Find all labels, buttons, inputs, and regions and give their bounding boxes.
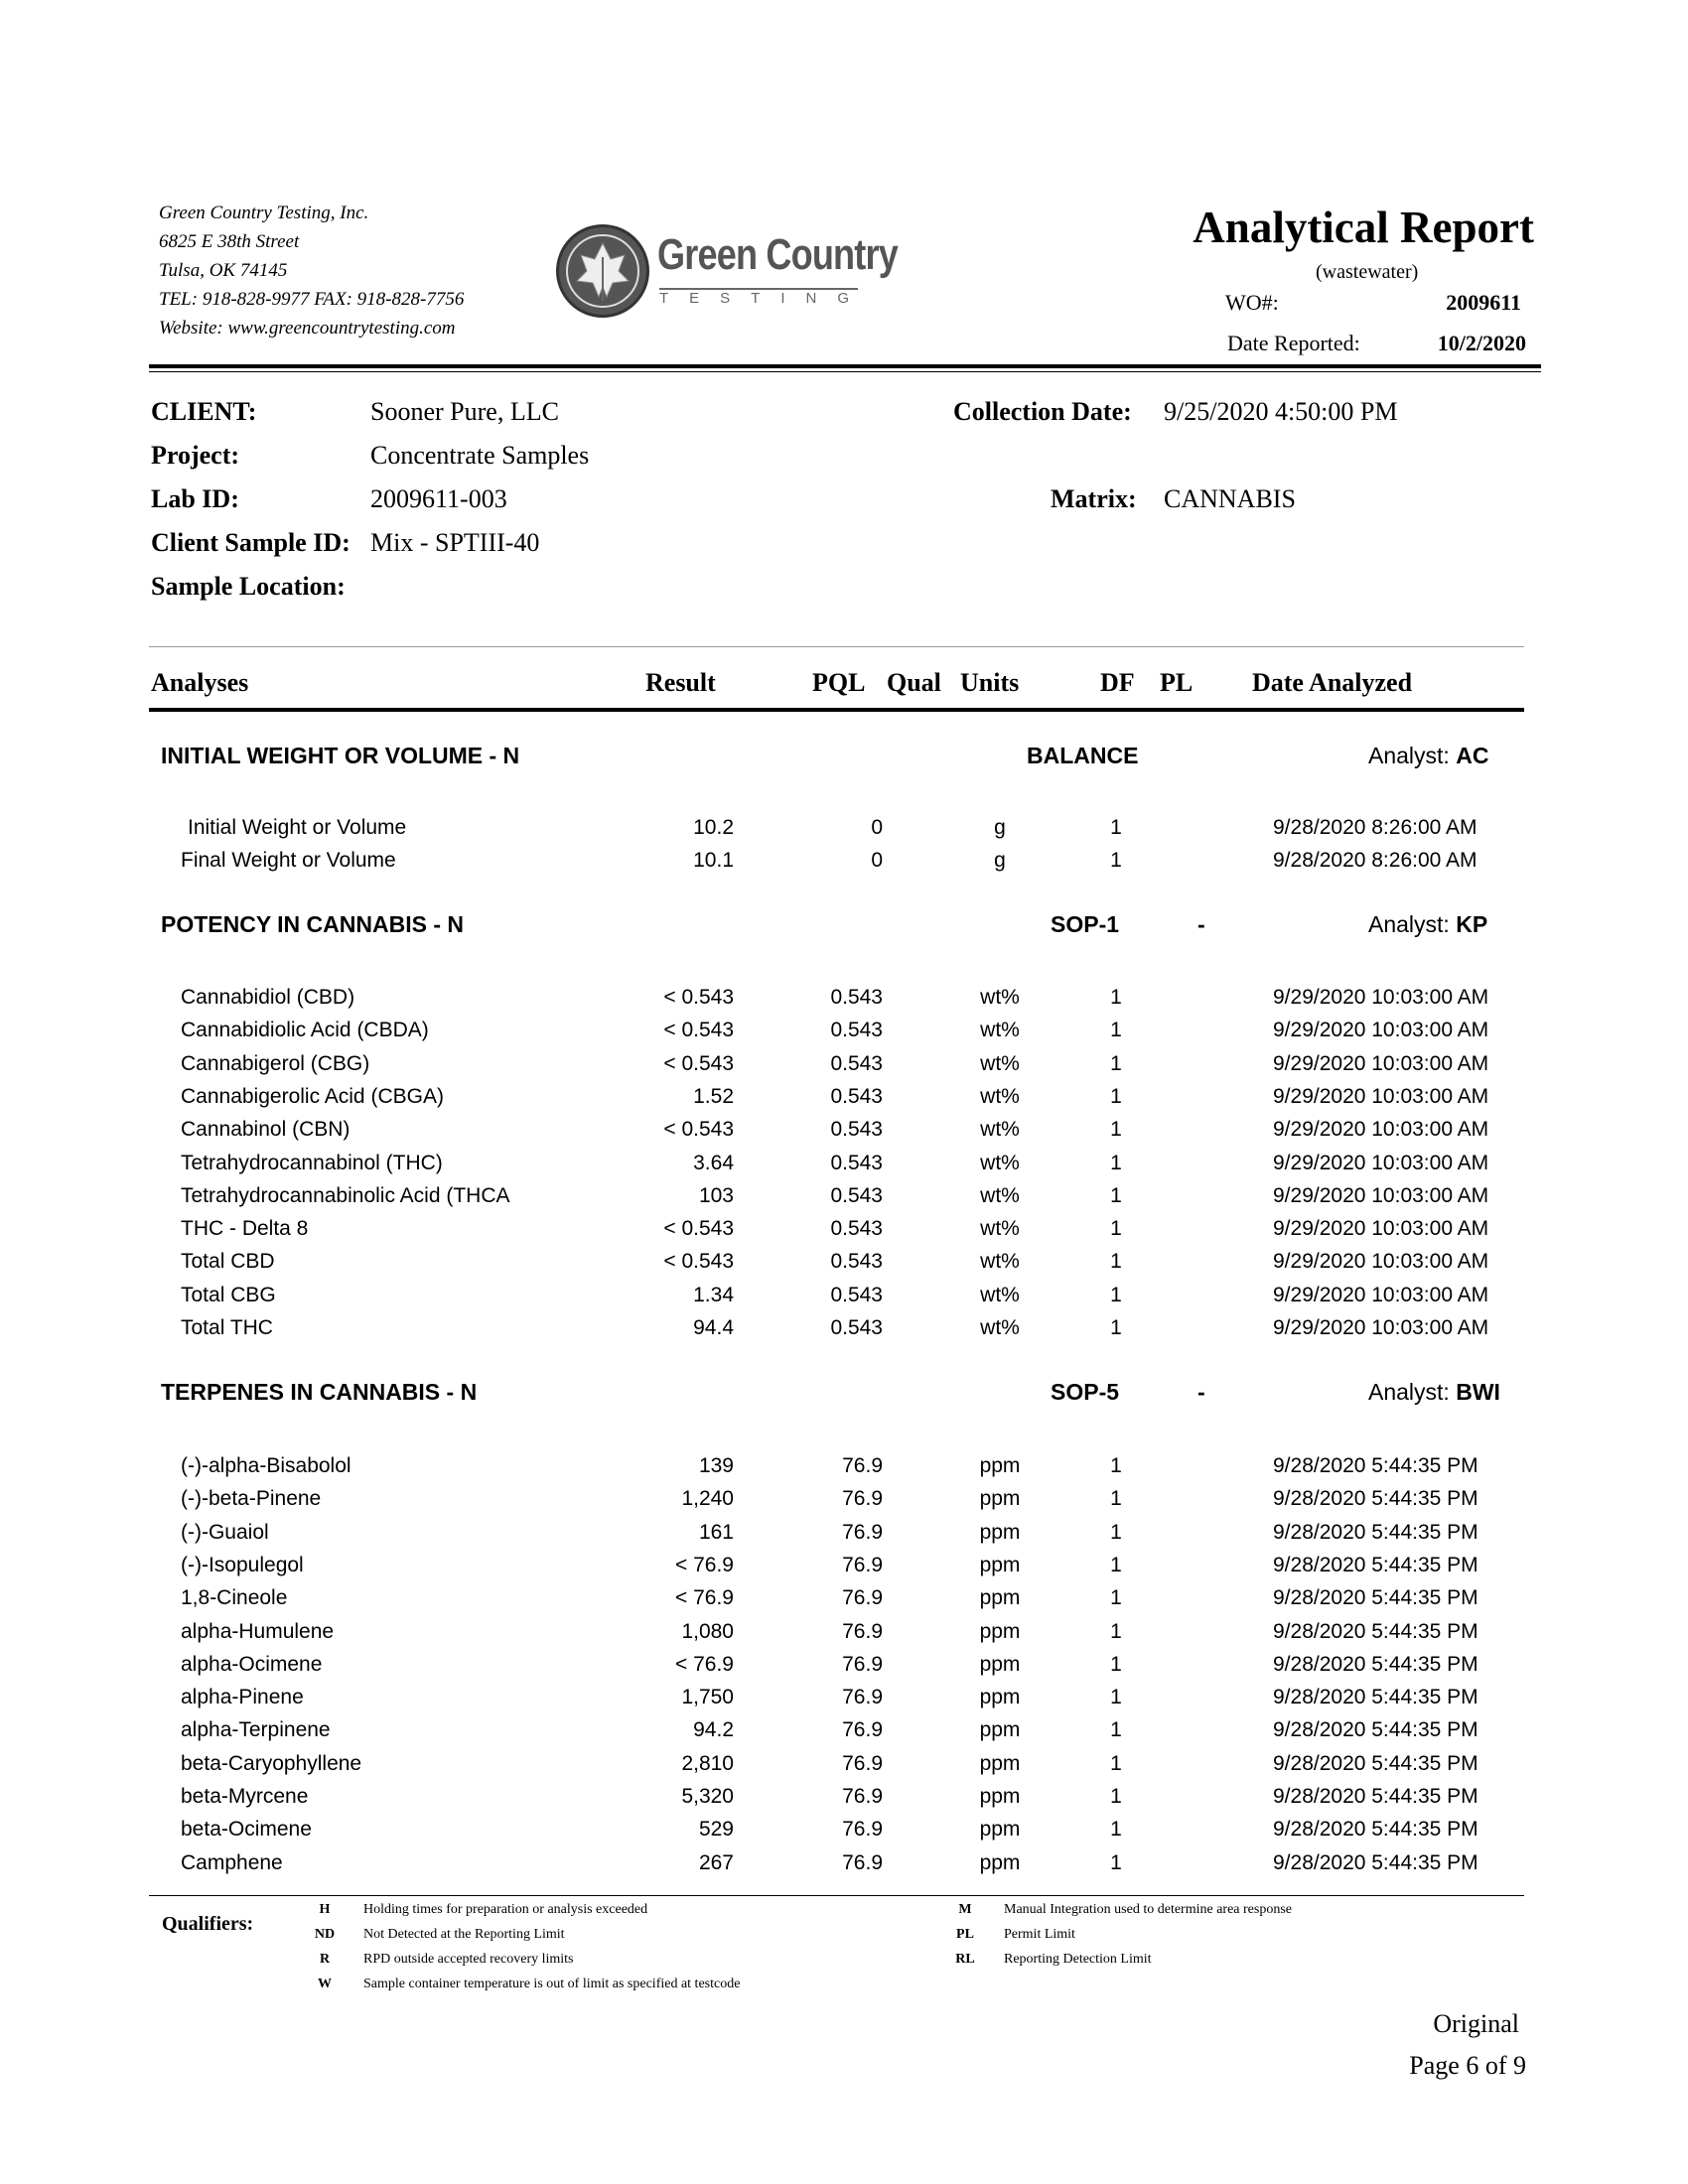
table-row (0, 1718, 1688, 1751)
df-value: 1 (1110, 1850, 1122, 1874)
result-value: < 0.543 (663, 986, 734, 1009)
result-value: 1,240 (681, 1487, 734, 1511)
col-pql: PQL (812, 668, 866, 697)
date-analyzed-value: 9/29/2020 10:03:00 AM (1273, 1217, 1489, 1241)
units-value: ppm (979, 1553, 1021, 1576)
date-analyzed-value: 9/28/2020 5:44:35 PM (1273, 1686, 1478, 1709)
col-units: Units (960, 668, 1020, 697)
units-value: ppm (979, 1586, 1021, 1610)
units-value: wt% (980, 1151, 1020, 1174)
table-row (0, 1686, 1688, 1718)
lab-id-label: Lab ID: (151, 484, 239, 513)
units-value: ppm (979, 1818, 1021, 1842)
analyte-name: beta-Caryophyllene (181, 1751, 362, 1775)
analyte-name: THC - Delta 8 (181, 1217, 309, 1241)
units-value: wt% (980, 1217, 1020, 1241)
date-analyzed-value: 9/28/2020 5:44:35 PM (1273, 1718, 1478, 1742)
units-value: wt% (980, 1118, 1020, 1142)
units-value: ppm (979, 1454, 1021, 1477)
analyte-name: Cannabidiol (CBD) (181, 986, 355, 1009)
qualifier-code: ND (314, 1927, 336, 1942)
lab-street: 6825 E 38th Street (159, 231, 300, 252)
wo-number: 2009611 (1446, 290, 1521, 315)
section-method-initial-weight: BALANCE (1027, 743, 1139, 768)
df-value: 1 (1110, 1283, 1122, 1306)
table-header-divider (149, 708, 1524, 712)
section-analyst-terpenes: Analyst: BWI (1368, 1379, 1500, 1405)
result-value: < 76.9 (675, 1586, 734, 1610)
date-analyzed-value: 9/28/2020 5:44:35 PM (1273, 1553, 1478, 1576)
units-value: wt% (980, 1316, 1020, 1339)
section-title-terpenes: TERPENES IN CANNABIS - N (161, 1379, 478, 1405)
units-value: ppm (979, 1686, 1021, 1709)
df-value: 1 (1110, 1652, 1122, 1676)
result-value: < 76.9 (675, 1652, 734, 1676)
wo-label: WO#: (1225, 290, 1279, 315)
table-row (0, 1152, 1688, 1184)
result-value: < 0.543 (663, 1118, 734, 1142)
analyte-name: Tetrahydrocannabinolic Acid (THCA (181, 1183, 510, 1207)
pql-value: 0.543 (830, 1250, 883, 1274)
header-divider (149, 364, 1541, 368)
pql-value: 0.543 (830, 1118, 883, 1142)
report-subtitle: (wastewater) (1316, 261, 1419, 283)
units-value: wt% (980, 1019, 1020, 1042)
analyte-name: Tetrahydrocannabinol (THC) (181, 1151, 443, 1174)
lab-website: Website: www.greencountrytesting.com (159, 318, 456, 339)
qualifier-text: Holding times for preparation or analysis exceeded (363, 1902, 648, 1917)
pql-value: 76.9 (842, 1487, 883, 1511)
pql-value: 0.543 (830, 1283, 883, 1306)
date-reported-label: Date Reported: (1227, 331, 1360, 355)
pql-value: 76.9 (842, 1520, 883, 1544)
result-value: < 76.9 (675, 1553, 734, 1576)
table-row (0, 1454, 1688, 1487)
result-value: 267 (698, 1850, 734, 1874)
table-row (0, 1052, 1688, 1085)
units-value: ppm (979, 1619, 1021, 1643)
logo-wordmark: Green Country (657, 230, 898, 279)
df-value: 1 (1110, 1217, 1122, 1241)
units-value: wt% (980, 1084, 1020, 1108)
client-sample-id-label: Client Sample ID: (151, 528, 351, 557)
lab-phone: TEL: 918-828-9977 FAX: 918-828-7756 (159, 289, 465, 310)
section-dash-terpenes: - (1197, 1379, 1205, 1405)
df-value: 1 (1110, 986, 1122, 1009)
units-value: ppm (979, 1785, 1021, 1808)
qualifier-text: Not Detected at the Reporting Limit (363, 1927, 565, 1942)
df-value: 1 (1110, 1619, 1122, 1643)
matrix-value: CANNABIS (1164, 484, 1296, 513)
analyte-name: alpha-Pinene (181, 1686, 304, 1709)
date-analyzed-value: 9/28/2020 5:44:35 PM (1273, 1785, 1478, 1808)
df-value: 1 (1110, 1553, 1122, 1576)
qualifier-code: PL (956, 1927, 974, 1942)
lab-id-value: 2009611-003 (370, 484, 507, 513)
qualifier-code: RL (955, 1952, 975, 1967)
pql-value: 76.9 (842, 1850, 883, 1874)
table-row (0, 1818, 1688, 1850)
df-value: 1 (1110, 1250, 1122, 1274)
date-analyzed-value: 9/28/2020 5:44:35 PM (1273, 1751, 1478, 1775)
date-analyzed-value: 9/28/2020 5:44:35 PM (1273, 1487, 1478, 1511)
col-pl: PL (1160, 668, 1194, 697)
section-dash-potency: - (1197, 911, 1205, 937)
table-row (0, 1586, 1688, 1619)
analyte-name: Cannabigerol (CBG) (181, 1051, 370, 1075)
date-analyzed-value: 9/28/2020 5:44:35 PM (1273, 1619, 1478, 1643)
section-method-potency: SOP-1 (1051, 911, 1120, 937)
table-row (0, 1118, 1688, 1151)
qualifiers-divider (149, 1895, 1524, 1896)
pql-value: 76.9 (842, 1818, 883, 1842)
date-analyzed-value: 9/28/2020 5:44:35 PM (1273, 1850, 1478, 1874)
section-title-initial-weight: INITIAL WEIGHT OR VOLUME - N (161, 743, 520, 768)
analyte-name: Total THC (181, 1316, 273, 1339)
table-row (0, 1851, 1688, 1884)
date-analyzed-value: 9/29/2020 10:03:00 AM (1273, 1118, 1489, 1142)
report-title: Analytical Report (1193, 203, 1534, 252)
table-row (0, 1019, 1688, 1051)
result-value: 1,750 (681, 1686, 734, 1709)
client-label: CLIENT: (151, 397, 257, 426)
date-analyzed-value: 9/29/2020 10:03:00 AM (1273, 1019, 1489, 1042)
date-analyzed-value: 9/29/2020 10:03:00 AM (1273, 1084, 1489, 1108)
lab-address (159, 199, 464, 342)
df-value: 1 (1110, 1118, 1122, 1142)
analyte-name: Cannabigerolic Acid (CBGA) (181, 1084, 444, 1108)
result-value: < 0.543 (663, 1019, 734, 1042)
result-value: 94.4 (693, 1316, 734, 1339)
analyte-name: Total CBG (181, 1283, 276, 1306)
table-row (0, 1217, 1688, 1250)
project-label: Project: (151, 441, 240, 470)
df-value: 1 (1110, 1183, 1122, 1207)
qualifier-code: M (958, 1902, 972, 1917)
table-row (0, 1085, 1688, 1118)
pql-value: 0 (871, 816, 883, 839)
df-value: 1 (1110, 1751, 1122, 1775)
date-analyzed-value: 9/28/2020 8:26:00 AM (1273, 816, 1477, 839)
pql-value: 0 (871, 849, 883, 873)
table-row (0, 1752, 1688, 1785)
table-row (0, 1184, 1688, 1217)
date-analyzed-value: 9/28/2020 8:26:00 AM (1273, 849, 1477, 873)
units-value: wt% (980, 1250, 1020, 1274)
qualifier-text: Manual Integration used to determine area response (1004, 1902, 1293, 1917)
table-row (0, 986, 1688, 1019)
df-value: 1 (1110, 1084, 1122, 1108)
analyte-name: Camphene (181, 1850, 283, 1874)
df-value: 1 (1110, 1487, 1122, 1511)
df-value: 1 (1110, 1051, 1122, 1075)
units-value: ppm (979, 1652, 1021, 1676)
table-row (0, 1487, 1688, 1520)
date-analyzed-value: 9/28/2020 5:44:35 PM (1273, 1520, 1478, 1544)
df-value: 1 (1110, 1785, 1122, 1808)
project-value: Concentrate Samples (370, 441, 590, 470)
section-title-potency: POTENCY IN CANNABIS - N (161, 911, 464, 937)
analyte-name: (-)-Guaiol (181, 1520, 269, 1544)
pql-value: 76.9 (842, 1619, 883, 1643)
date-analyzed-value: 9/28/2020 5:44:35 PM (1273, 1454, 1478, 1477)
client-sample-id-value: Mix - SPTIII-40 (370, 528, 540, 557)
result-value: 3.64 (693, 1151, 734, 1174)
pql-value: 76.9 (842, 1718, 883, 1742)
result-value: 5,320 (681, 1785, 734, 1808)
col-analyses: Analyses (151, 668, 249, 697)
logo-subtitle: TESTING (659, 290, 871, 307)
page-number: Page 6 of 9 (1409, 2051, 1526, 2080)
df-value: 1 (1110, 1454, 1122, 1477)
units-value: ppm (979, 1520, 1021, 1544)
result-value: 94.2 (693, 1718, 734, 1742)
df-value: 1 (1110, 1586, 1122, 1610)
result-value: < 0.543 (663, 1217, 734, 1241)
date-analyzed-value: 9/28/2020 5:44:35 PM (1273, 1818, 1478, 1842)
date-analyzed-value: 9/29/2020 10:03:00 AM (1273, 986, 1489, 1009)
date-analyzed-value: 9/29/2020 10:03:00 AM (1273, 1151, 1489, 1174)
result-value: 1.52 (693, 1084, 734, 1108)
table-row (0, 1250, 1688, 1283)
df-value: 1 (1110, 816, 1122, 839)
result-value: 161 (698, 1520, 734, 1544)
df-value: 1 (1110, 1686, 1122, 1709)
pql-value: 76.9 (842, 1785, 883, 1808)
section-analyst-initial-weight: Analyst: AC (1368, 743, 1489, 768)
df-value: 1 (1110, 1818, 1122, 1842)
result-value: 1.34 (693, 1283, 734, 1306)
qualifier-text: Reporting Detection Limit (1004, 1952, 1152, 1967)
analyte-name: Cannabinol (CBN) (181, 1118, 351, 1142)
units-value: ppm (979, 1718, 1021, 1742)
qualifiers-title: Qualifiers: (162, 1913, 254, 1935)
qualifier-text: RPD outside accepted recovery limits (363, 1952, 574, 1967)
pql-value: 76.9 (842, 1454, 883, 1477)
table-row (0, 1653, 1688, 1686)
df-value: 1 (1110, 1151, 1122, 1174)
document-status: Original (1433, 2009, 1519, 2038)
header-divider-thin (149, 371, 1541, 372)
pql-value: 0.543 (830, 1316, 883, 1339)
df-value: 1 (1110, 1316, 1122, 1339)
result-value: 2,810 (681, 1751, 734, 1775)
date-reported-value: 10/2/2020 (1437, 331, 1526, 355)
pql-value: 76.9 (842, 1553, 883, 1576)
date-analyzed-value: 9/29/2020 10:03:00 AM (1273, 1183, 1489, 1207)
units-value: g (994, 816, 1006, 839)
units-value: ppm (979, 1850, 1021, 1874)
date-analyzed-value: 9/29/2020 10:03:00 AM (1273, 1051, 1489, 1075)
result-value: 1,080 (681, 1619, 734, 1643)
result-value: 10.1 (693, 849, 734, 873)
table-row (0, 1316, 1688, 1349)
units-value: ppm (979, 1751, 1021, 1775)
client-value: Sooner Pure, LLC (370, 397, 559, 426)
df-value: 1 (1110, 1019, 1122, 1042)
analyte-name: Total CBD (181, 1250, 275, 1274)
lab-city: Tulsa, OK 74145 (159, 260, 288, 281)
analyte-name: alpha-Ocimene (181, 1652, 323, 1676)
company-logo (556, 220, 898, 320)
section-analyst-potency: Analyst: KP (1368, 911, 1488, 937)
df-value: 1 (1110, 1520, 1122, 1544)
info-divider (149, 646, 1524, 647)
col-df: DF (1100, 668, 1135, 697)
result-value: 103 (698, 1183, 734, 1207)
result-value: 529 (698, 1818, 734, 1842)
col-qual: Qual (887, 668, 941, 697)
collection-date-label: Collection Date: (953, 397, 1132, 426)
table-row (0, 1620, 1688, 1653)
table-row (0, 1521, 1688, 1554)
pql-value: 0.543 (830, 1051, 883, 1075)
analyte-name: 1,8-Cineole (181, 1586, 288, 1610)
pql-value: 76.9 (842, 1751, 883, 1775)
units-value: wt% (980, 1283, 1020, 1306)
pql-value: 0.543 (830, 1217, 883, 1241)
result-value: < 0.543 (663, 1250, 734, 1274)
pql-value: 76.9 (842, 1586, 883, 1610)
analyte-name: (-)-alpha-Bisabolol (181, 1454, 352, 1477)
pql-value: 76.9 (842, 1652, 883, 1676)
analyte-name: alpha-Terpinene (181, 1718, 331, 1742)
units-value: ppm (979, 1487, 1021, 1511)
df-value: 1 (1110, 1718, 1122, 1742)
lab-name: Green Country Testing, Inc. (159, 203, 369, 223)
date-analyzed-value: 9/28/2020 5:44:35 PM (1273, 1652, 1478, 1676)
col-result: Result (645, 668, 716, 697)
collection-date-value: 9/25/2020 4:50:00 PM (1164, 397, 1398, 426)
table-row (0, 1785, 1688, 1818)
table-row (0, 816, 1688, 849)
qualifier-text: Sample container temperature is out of limit as specified at testcode (363, 1977, 741, 1991)
units-value: wt% (980, 1183, 1020, 1207)
table-row (0, 1554, 1688, 1586)
qualifier-text: Permit Limit (1004, 1927, 1075, 1942)
pql-value: 0.543 (830, 1183, 883, 1207)
section-method-terpenes: SOP-5 (1051, 1379, 1120, 1405)
pql-value: 76.9 (842, 1686, 883, 1709)
pql-value: 0.543 (830, 1151, 883, 1174)
col-date-analyzed: Date Analyzed (1252, 668, 1413, 697)
result-value: 10.2 (693, 816, 734, 839)
qualifier-code: H (319, 1902, 331, 1917)
analyte-name: (-)-beta-Pinene (181, 1487, 322, 1511)
analyte-name: Initial Weight or Volume (188, 816, 407, 839)
analyte-name: (-)-Isopulegol (181, 1553, 304, 1576)
sample-location-label: Sample Location: (151, 572, 346, 601)
leaf-icon (556, 224, 649, 318)
pql-value: 0.543 (830, 986, 883, 1009)
df-value: 1 (1110, 849, 1122, 873)
analyte-name: alpha-Humulene (181, 1619, 335, 1643)
units-value: wt% (980, 1051, 1020, 1075)
pql-value: 0.543 (830, 1084, 883, 1108)
units-value: wt% (980, 986, 1020, 1009)
table-row (0, 849, 1688, 882)
qualifier-code: W (318, 1977, 332, 1991)
date-analyzed-value: 9/28/2020 5:44:35 PM (1273, 1586, 1478, 1610)
result-value: < 0.543 (663, 1051, 734, 1075)
analyte-name: Final Weight or Volume (181, 849, 396, 873)
date-analyzed-value: 9/29/2020 10:03:00 AM (1273, 1283, 1489, 1306)
pql-value: 0.543 (830, 1019, 883, 1042)
result-value: 139 (698, 1454, 734, 1477)
analyte-name: beta-Myrcene (181, 1785, 309, 1808)
analyte-name: beta-Ocimene (181, 1818, 312, 1842)
qualifier-code: R (319, 1952, 331, 1967)
table-row (0, 1284, 1688, 1316)
date-analyzed-value: 9/29/2020 10:03:00 AM (1273, 1250, 1489, 1274)
analyte-name: Cannabidiolic Acid (CBDA) (181, 1019, 429, 1042)
units-value: g (994, 849, 1006, 873)
date-analyzed-value: 9/29/2020 10:03:00 AM (1273, 1316, 1489, 1339)
matrix-label: Matrix: (1051, 484, 1137, 513)
